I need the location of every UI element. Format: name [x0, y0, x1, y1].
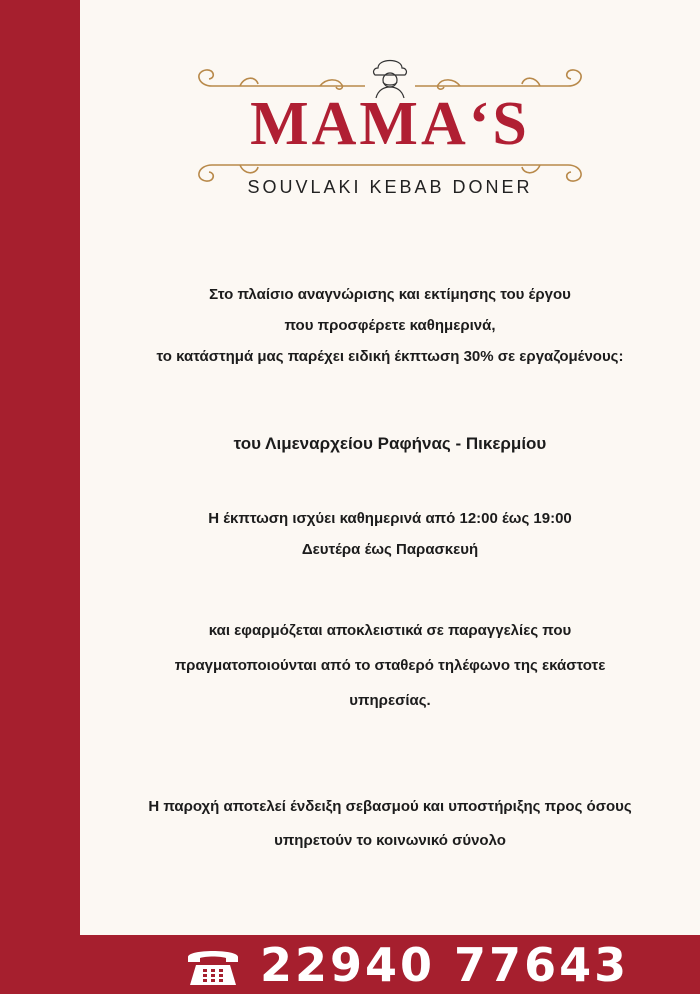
logo — [80, 40, 700, 210]
tagline: SOUVLAKI KEBAB DONER — [247, 177, 533, 197]
text-line: Στο πλαίσιο αναγνώρισης και εκτίμησης του έργου — [209, 286, 571, 303]
text-line: του Λιμεναρχείου Ραφήνας - Πικερμίου — [233, 434, 547, 453]
conditions-paragraph — [80, 613, 700, 718]
text-line: που προσφέρετε καθημερινά, — [284, 317, 496, 334]
text-line: Δευτέρα έως Παρασκευή — [301, 541, 479, 558]
brand-name: MAMA‘S — [250, 90, 530, 158]
phone-bar — [80, 935, 700, 994]
text-line: υπηρετούν το κοινωνικό σύνολο — [274, 832, 506, 849]
text-line: Η έκπτωση ισχύει καθημερινά από 12:00 έως 19:00 — [208, 510, 572, 527]
text-line: πραγματοποιούνται από το σταθερό τηλέφωνο της εκάστοτε — [174, 657, 606, 674]
text-line: υπηρεσίας. — [349, 692, 431, 709]
telephone-icon — [184, 945, 242, 987]
flyer-page — [80, 0, 700, 994]
text-line: Η παροχή αποτελεί ένδειξη σεβασμού και υποστήριξης προς όσους — [148, 798, 632, 815]
intro-paragraph — [80, 279, 700, 372]
text-line: το κατάστημά μας παρέχει ειδική έκπτωση 30% σε εργαζομένους: — [156, 348, 624, 365]
text-line: και εφαρμόζεται αποκλειστικά σε παραγγελίες που — [208, 622, 572, 639]
organization-name — [80, 428, 700, 459]
closing-paragraph — [80, 790, 700, 858]
phone-number[interactable]: 22940 77643 — [260, 938, 630, 992]
hours-paragraph — [80, 503, 700, 565]
left-accent-bar — [0, 0, 80, 994]
